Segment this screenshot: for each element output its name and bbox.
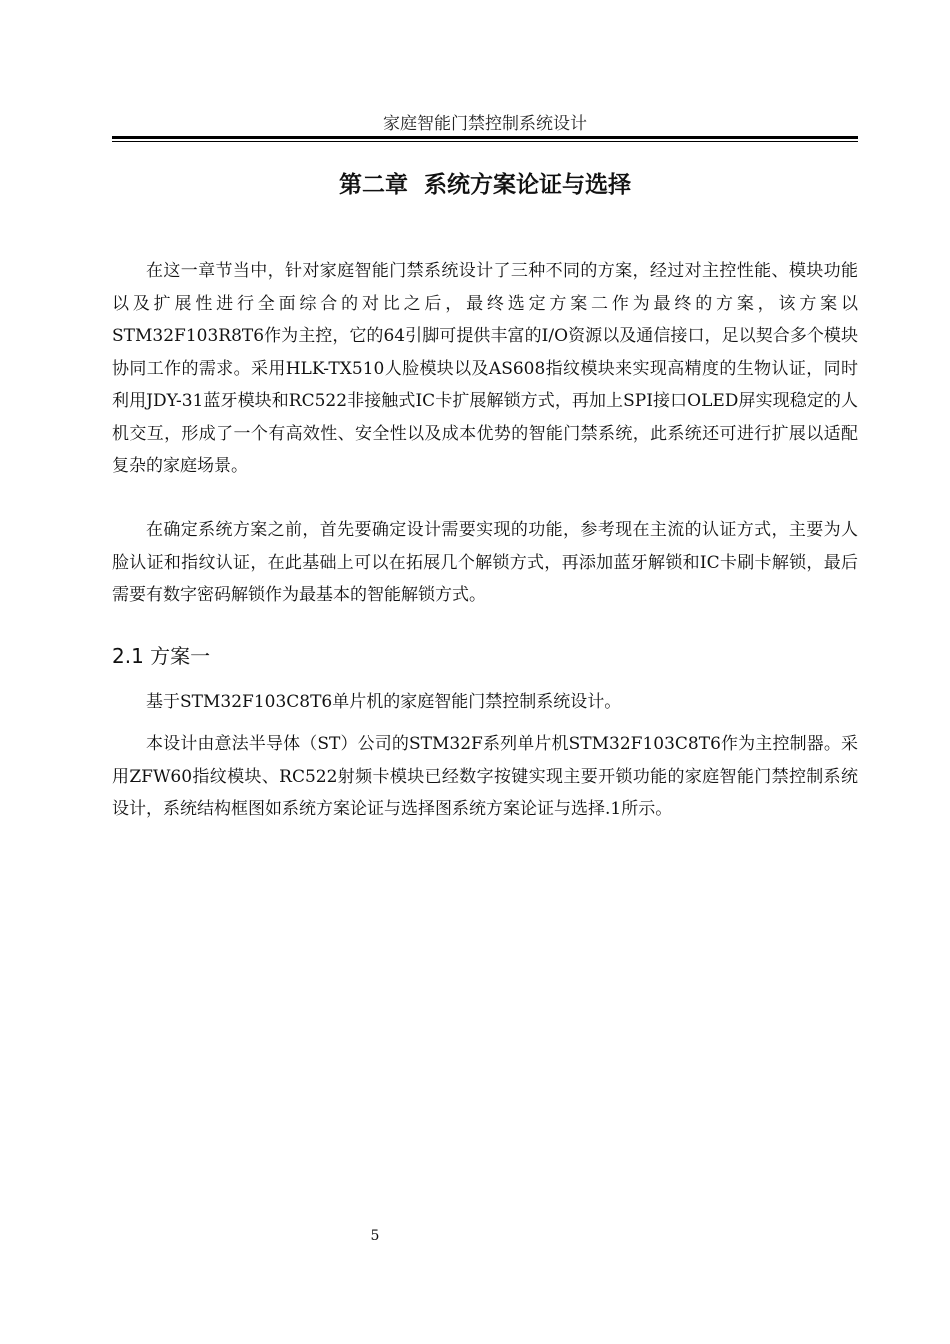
running-header: 家庭智能门禁控制系统设计	[383, 114, 587, 134]
header-rule-thin	[112, 141, 858, 142]
header-rule-thick	[112, 136, 858, 139]
paragraph-scheme1-detail: 本设计由意法半导体（ST）公司的STM32F系列单片机STM32F103C8T6作为主控制器。采用ZFW60指纹模块、RC522射频卡模块已经数字按键实现主要开锁功能的家庭智能门禁控制系统设计，系统结构框图如系统方案论证与选择图系统方案论证与选择.1所示。	[112, 734, 858, 819]
paragraph-chapter-intro: 在这一章节当中，针对家庭智能门禁系统设计了三种不同的方案，经过对主控性能、模块功能以及扩展性进行全面综合的对比之后，最终选定方案二作为最终的方案，该方案以STM32F103R8T6作为主控，它的64引脚可提供丰富的I/O资源以及通信接口，足以契合多个模块协同工作的需求。采用HLK-TX510人脸模块以及AS608指纹模块来实现高精度的生物认证，同时利用JDY-31蓝牙模块和RC522非接触式IC卡扩展解锁方式，再加上SPI接口OLED屏实现稳定的人机交互，形成了一个有高效性、安全性以及成本优势的智能门禁系统，此系统还可进行扩展以适配复杂的家庭场景。	[112, 261, 858, 476]
paragraph-function-requirements: 在确定系统方案之前，首先要确定设计需要实现的功能，参考现在主流的认证方式，主要为人脸认证和指纹认证，在此基础上可以在拓展几个解锁方式，再添加蓝牙解锁和IC卡刷卡解锁，最后需要有数字密码解锁作为最基本的智能解锁方式。	[112, 520, 858, 605]
page-number: 5	[370, 1228, 380, 1244]
section-heading-2-1: 2.1 方案一	[112, 644, 211, 668]
chapter-title: 第二章 系统方案论证与选择	[338, 172, 631, 198]
paragraph-scheme1-summary: 基于STM32F103C8T6单片机的家庭智能门禁控制系统设计。	[146, 692, 622, 712]
